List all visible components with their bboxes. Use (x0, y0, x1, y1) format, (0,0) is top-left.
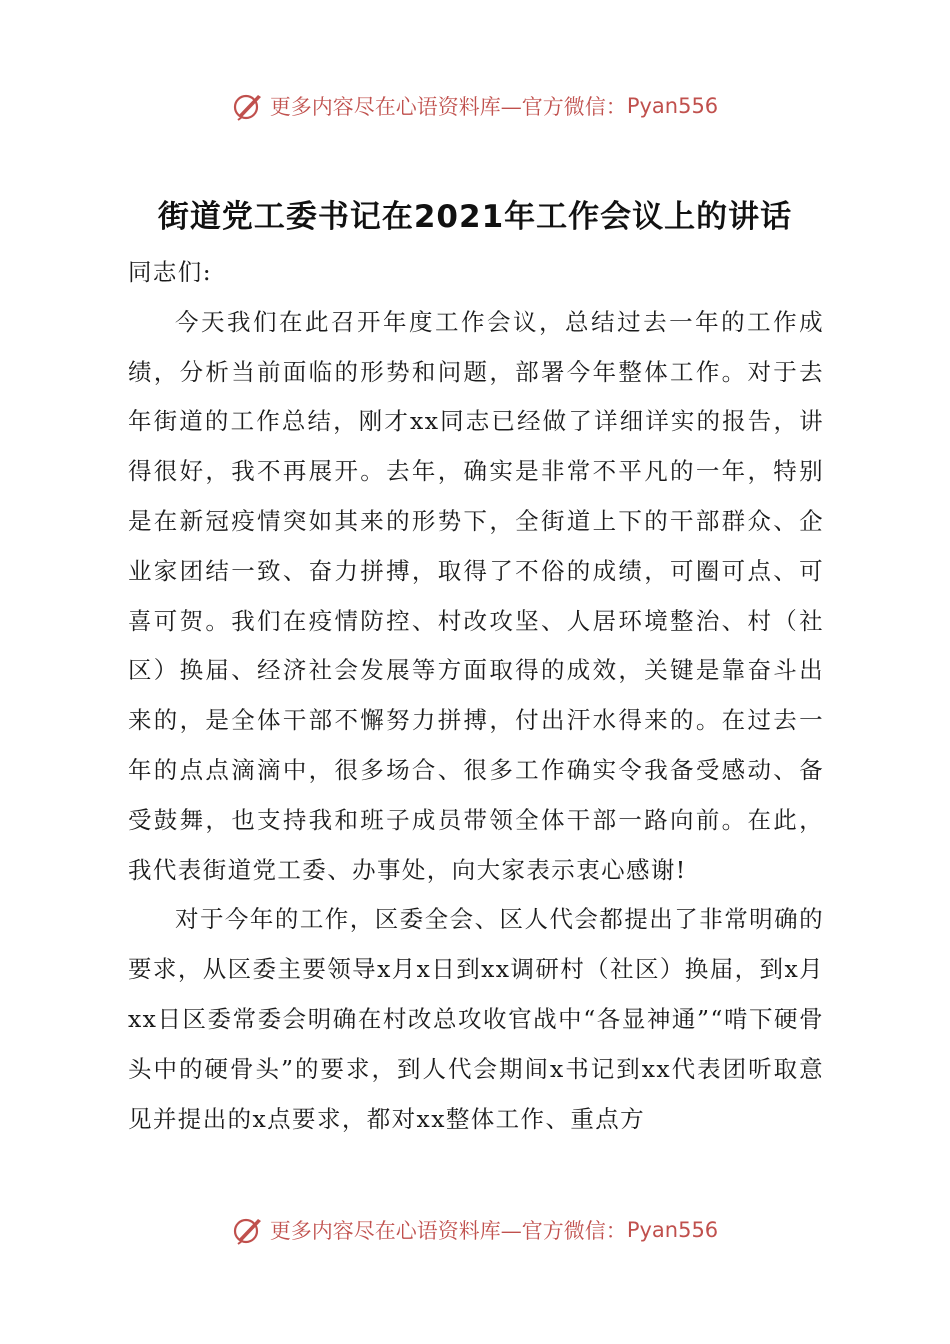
watermark-wechat-id: Pyan556 (626, 1218, 719, 1242)
footer-watermark (0, 1210, 950, 1250)
paragraph-1: 今天我们在此召开年度工作会议，总结过去一年的工作成绩，分析当前面临的形势和问题，部署今年整体工作。对于去年街道的工作总结，刚才xx同志已经做了详细详实的报告，讲得很好，我不再展开。去年，确实是非常不平凡的一年，特别是在新冠疫情突如其来的形势下，全街道上下的干部群众、企业家团结一致、奋力拼搏，取得了不俗的成绩，可圈可点、可喜可贺。我们在疫情防控、村改攻坚、人居环境整治、村（社区）换届、经济社会发展等方面取得的成效，关键是靠奋斗出来的，是全体干部不懈努力拼搏，付出汗水得来的。在过去一年的点点滴滴中，很多场合、很多工作确实令我备受感动、备受鼓舞，也支持我和班子成员带领全体干部一路向前。在此，我代表街道党工委、办事处，向大家表示衷心感谢! (128, 307, 824, 884)
watermark-wechat-id: Pyan556 (626, 94, 719, 118)
document-title: 街道党工委书记在2021年工作会议上的讲话 (157, 198, 793, 235)
salutation: 同志们: (128, 258, 213, 286)
watermark-text: 更多内容尽在心语资料库—官方微信： (269, 1219, 627, 1243)
header-watermark (0, 86, 950, 126)
document-body (128, 248, 824, 1144)
watermark-text: 更多内容尽在心语资料库—官方微信： (269, 95, 627, 119)
quill-logo-icon (232, 1214, 264, 1246)
paragraph-2: 对于今年的工作，区委全会、区人代会都提出了非常明确的要求，从区委主要领导x月x日到xx调研村（社区）换届，到x月xx日区委常委会明确在村改总攻收官战中“各显神通”“啃下硬骨头中的硬骨头”的要求，到人代会期间x书记到xx代表团听取意见并提出的x点要求，都对xx整体工作、重点方 (128, 905, 824, 1133)
quill-logo-icon (232, 90, 264, 122)
